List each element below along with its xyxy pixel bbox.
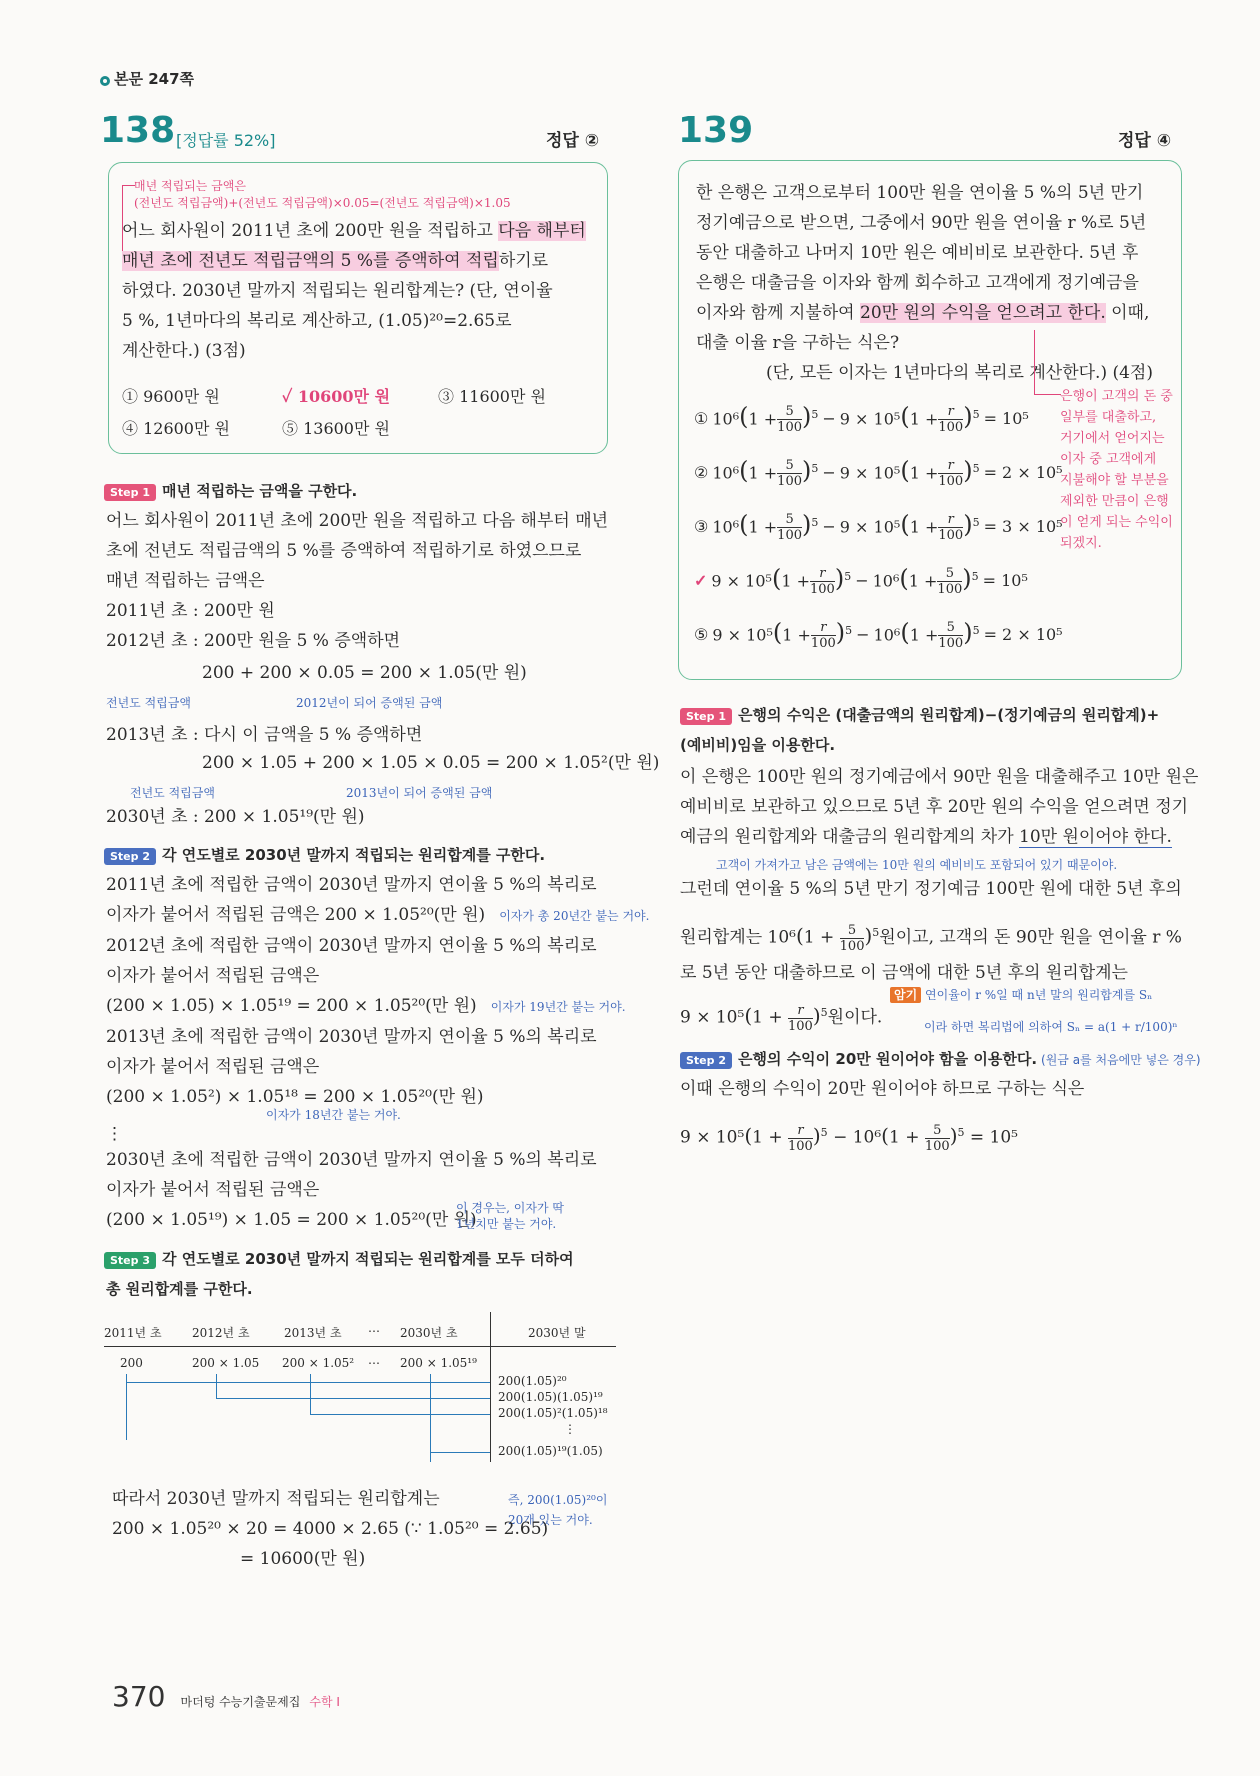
- option-139-1[interactable]: ① 10⁶(1 + $\frac{5}{100}$ )$^5$ − 9 × 10⁵(1 + $\frac{r}{100}$ )$^5$ = 10⁵: [694, 402, 1029, 436]
- timeline-head: 2030년 말: [528, 1326, 586, 1340]
- option-mark: ⑤: [694, 625, 709, 645]
- option-139-2[interactable]: ② 10⁶(1 + $\frac{5}{100}$ )$^5$ − 9 × 10⁵(1 + $\frac{r}{100}$ )$^5$ = 2 × 10⁵: [694, 456, 1063, 490]
- option-139-4[interactable]: ✓ 9 × 10⁵(1 + $\frac{r}{100}$ )$^5$ − 10⁶(1 + $\frac{5}{100}$ )$^5$ = 10⁵: [694, 564, 1028, 598]
- option-mark: ③: [694, 517, 709, 537]
- option-139-5[interactable]: ⑤ 9 × 10⁵(1 + $\frac{r}{100}$ )$^5$ − 10⁶(1 + $\frac{5}{100}$ )$^5$ = 2 × 10⁵: [694, 618, 1063, 652]
- memo-line-2: 이라 하면 복리법에 의하여 Sₙ = a(1 + r/100)ⁿ: [924, 1020, 1178, 1034]
- option-3[interactable]: ③ 11600만 원: [438, 387, 546, 406]
- timeline-head: 2030년 초: [400, 1326, 458, 1340]
- note-one-year: 이 경우는, 이자가 딱 1년치만 붙는 거야.: [456, 1201, 564, 1231]
- timeline-head: 2013년 초: [284, 1326, 342, 1340]
- annotation-note: 매년 적립되는 금액은 (전년도 적립금액)+(전년도 적립금액)×0.05=(전년도 적립금액)×1.05: [134, 179, 511, 210]
- step2-text: 2011년 초에 적립한 금액이 2030년 말까지 연이율 5 %의 복리로 이자가 붙어서 적립된 금액은 200 × 1.05²⁰(만 원) 이자가 총 20년간 붙는 거야. 2012년 초에 적립한 금액이 2030년 말까지 연이율 5 %의 복리로 이자가 붙어서 적립된 금액은 (200 × 1.05) × 1.05¹⁹ = 200 × 1.05²⁰(만 원) 이자가 19년간 붙는 거야. 2013년 초에 적립한 금액이 2030년 말까지 연이율 5 %의 복리로 이자가 붙어서 적립된 금액은 (200 × 1.05²) × 1.05¹⁸ = 200 × 1.05²⁰(만 원) 이자가 18년간 붙는 거야. ⋮ 2030년 초에 적립한 금액이 2030년 말까지 연이율 5 %의 복리로 이자가 붙어서 적립된 금액은 (200 × 1.05¹⁹) × 1.05 = 200 × 1.05²⁰(만 원): [106, 875, 650, 1230]
- step1-heading-139: Step 1 은행의 수익은 (대출금액의 원리합계)−(정기예금의 원리합계)+: [680, 704, 1159, 725]
- timeline-result: 200(1.05)²⁰: [498, 1374, 567, 1388]
- problem-number-139: 139: [678, 110, 754, 151]
- timeline-head: 2012년 초: [192, 1326, 250, 1340]
- annotation-bracket-139: [1034, 330, 1061, 395]
- answer-label-139: 정답 ④: [1118, 131, 1172, 151]
- timeline-value: 200 × 1.05¹⁹: [400, 1356, 477, 1370]
- step1-heading: Step 1 매년 적립하는 금액을 구한다.: [104, 480, 357, 501]
- memo-tag: 암기: [890, 987, 921, 1003]
- timeline-value: ⋯: [368, 1356, 380, 1370]
- memo-box: 암기 연이율이 r %일 때 n년 말의 원리합계를 Sₙ: [890, 986, 1152, 1003]
- timeline-diagram: [104, 1316, 624, 1466]
- note-increase-2013: 2013년이 되어 증액된 금액: [346, 786, 493, 800]
- option-5[interactable]: ⑤ 13600만 원: [282, 419, 390, 438]
- equation-2012: 200 + 200 × 0.05 = 200 × 1.05(만 원): [202, 663, 527, 683]
- text-then: 그런데 연이율 5 %의 5년 만기 정기예금 100만 원에 대한 5년 후의: [680, 879, 1182, 899]
- timeline-axis: [104, 1346, 616, 1347]
- option-mark: ✓: [694, 571, 708, 591]
- side-note-139: 은행이 고객의 돈 중 일부를 대출하고, 거기에서 얻어지는 이자 중 고객에게 지불해야 할 부분을 제외한 만큼이 은행 이 얻게 되는 수익이 되겠지.: [1060, 389, 1173, 551]
- text-loan-sum: 9 × 10⁵(1 + $\frac{r}{100}$ )$^5$원이다.: [680, 1002, 883, 1034]
- text-2013: 2013년 초 : 다시 이 금액을 5 % 증액하면: [106, 725, 423, 745]
- note-previous-2: 전년도 적립금액: [130, 786, 215, 800]
- timeline-note: 즉, 200(1.05)²⁰이 20개 있는 거야.: [508, 1493, 608, 1527]
- conclusion-138: 따라서 2030년 말까지 적립되는 원리합계는 200 × 1.05²⁰ × 20 = 4000 × 2.65 (∵ 1.05²⁰ = 2.65) = 10600(만 원): [112, 1489, 549, 1569]
- step1-text-139: 이 은행은 100만 원의 정기예금에서 90만 원을 대출해주고 10만 원은 예비비로 보관하고 있으므로 5년 후 20만 원의 수익을 얻으려면 정기 예금의 원리합계와 대출금의 원리합계의 차가 10만 원이어야 한다.: [680, 767, 1199, 847]
- option-2-selected[interactable]: ✓ 10600만 원: [282, 387, 391, 406]
- timeline-result: ⋮: [564, 1422, 576, 1436]
- footer: [112, 1680, 340, 1713]
- timeline-result: 200(1.05)¹⁹(1.05): [498, 1444, 603, 1458]
- timeline-result: 200(1.05)²(1.05)¹⁸: [498, 1406, 608, 1420]
- step3-heading-2: 총 원리합계를 구한다.: [106, 1280, 253, 1298]
- note-reserve: 고객이 가져가고 남은 금액에는 10만 원의 예비비도 포함되어 있기 때문이야.: [716, 858, 1118, 872]
- step2-heading-139: Step 2 은행의 수익이 20만 원이어야 함을 이용한다. (원금 a를 처음에만 넣은 경우): [680, 1048, 1201, 1069]
- timeline-value: 200 × 1.05: [192, 1356, 260, 1370]
- option-1[interactable]: ① 9600만 원: [122, 387, 220, 406]
- page-reference: 본문 247쪽: [100, 68, 194, 89]
- text-deposit-sum: 원리합계는 10⁶(1 + $\frac{5}{100}$ )$^5$원이고, 고객의 돈 90만 원을 연이율 r %: [680, 922, 1182, 954]
- final-equation: 9 × 10⁵(1 + $\frac{r}{100}$ )$^5$ − 10⁶(1 + $\frac{5}{100}$ )$^5$ = 10⁵: [680, 1122, 1019, 1154]
- step1-text: 어느 회사원이 2011년 초에 200만 원을 적립하고 다음 해부터 매년 초에 전년도 적립금액의 5 %를 증액하여 적립하기로 하였으므로 매년 적립하는 금액은 2011년 초 : 200만 원 2012년 초 : 200만 원을 5 % 증액하면: [106, 511, 609, 651]
- answer-label-138: 정답 ②: [546, 131, 600, 151]
- equation-2013: 200 × 1.05 + 200 × 1.05 × 0.05 = 200 × 1.05²(만 원): [202, 753, 660, 773]
- timeline-result: 200(1.05)(1.05)¹⁹: [498, 1390, 603, 1404]
- step1-heading-139-2: (예비비)임을 이용한다.: [680, 736, 836, 754]
- timeline-value: 200 × 1.05²: [282, 1356, 355, 1370]
- circle-icon: [100, 76, 110, 86]
- question-text-138: 어느 회사원이 2011년 초에 200만 원을 적립하고 다음 해부터 매년 초에 전년도 적립금액의 5 %를 증액하여 적립하기로 하였다. 2030년 말까지 적립되는 원리합계는? (단, 연이율 5 %, 1년마다의 복리로 계산하고, (1.05)²⁰=2.65로 계산한다.) (3점): [122, 221, 586, 361]
- option-mark: ②: [694, 463, 709, 483]
- text-required: 이때 은행의 수익이 20만 원이어야 하므로 구하는 식은: [680, 1079, 1085, 1099]
- text-2030: 2030년 초 : 200 × 1.05¹⁹(만 원): [106, 807, 365, 827]
- note-increase-2012: 2012년이 되어 증액된 금액: [296, 696, 443, 710]
- option-139-3[interactable]: ③ 10⁶(1 + $\frac{5}{100}$ )$^5$ − 9 × 10⁵(1 + $\frac{r}{100}$ )$^5$ = 3 × 10⁵: [694, 510, 1063, 544]
- timeline-value: 200: [120, 1356, 143, 1370]
- step3-heading: Step 3 각 연도별로 2030년 말까지 적립되는 원리합계를 모두 더하여: [104, 1248, 574, 1269]
- option-mark: ①: [694, 409, 709, 429]
- question-text-139: 한 은행은 고객으로부터 100만 원을 연이율 5 %의 5년 만기 정기예금으로 받으면, 그중에서 90만 원을 연이율 r %로 5년 동안 대출하고 나머지 10만 원은 예비비로 보관한다. 5년 후 은행은 대출금을 이자와 함께 회수하고 고객에게 정기예금을 이자와 함께 지불하여 20만 원의 수익을 얻으려고 한다. 이때, 대출 이율 r을 구하는 식은? (단, 모든 이자는 1년마다의 복리로 계산한다.) (4점): [696, 183, 1153, 383]
- subject: 수학 I: [309, 1695, 340, 1709]
- book-title: 마더텅 수능기출문제집: [180, 1695, 301, 1709]
- page-number: 370: [112, 1680, 166, 1713]
- problem-number-138: 138: [100, 110, 176, 151]
- timeline-head: ⋯: [368, 1324, 380, 1338]
- text-loan: 로 5년 동안 대출하므로 이 금액에 대한 5년 후의 원리합계는: [680, 963, 1128, 983]
- correct-rate: [정답률 52%]: [176, 131, 276, 150]
- step2-heading: Step 2 각 연도별로 2030년 말까지 적립되는 원리합계를 구한다.: [104, 844, 545, 865]
- option-4[interactable]: ④ 12600만 원: [122, 419, 230, 438]
- timeline-head: 2011년 초: [104, 1326, 162, 1340]
- note-previous: 전년도 적립금액: [106, 696, 191, 710]
